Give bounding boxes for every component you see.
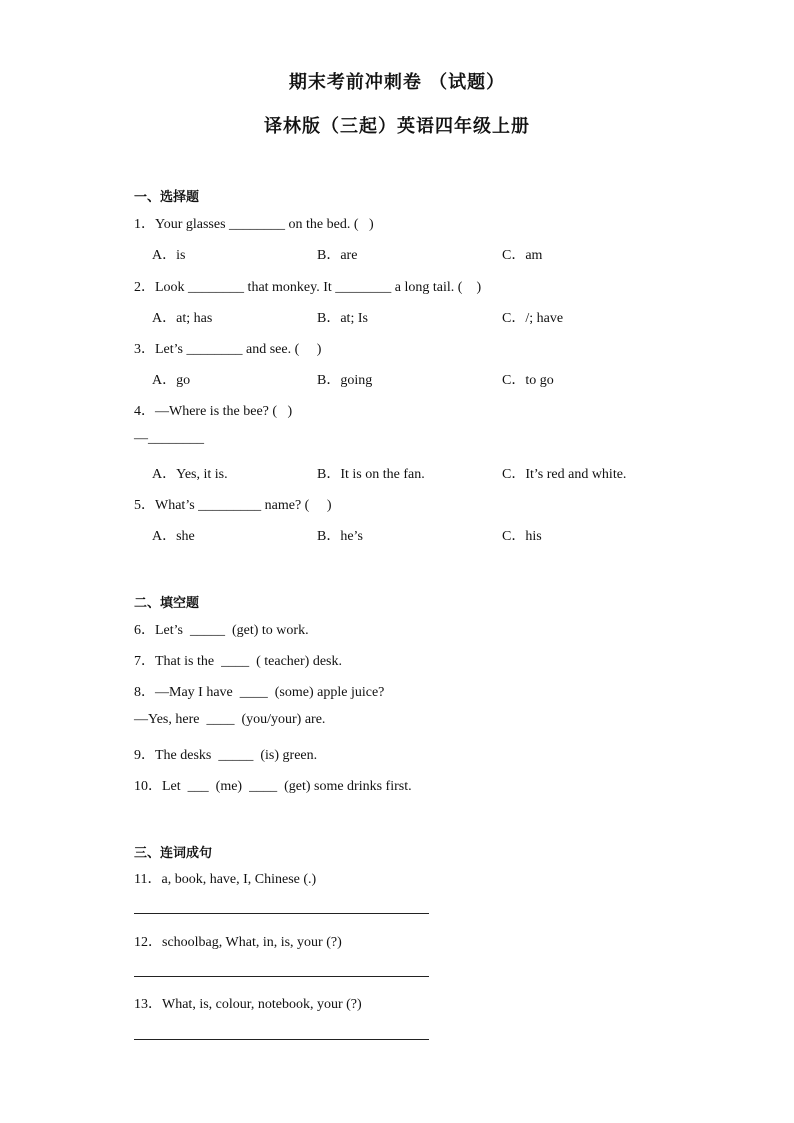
question-10: 10．Let ___ (me) ____ (get) some drinks first. [134, 779, 412, 794]
question-8: 8．—May I have ____ (some) apple juice? [134, 685, 385, 700]
option-5b: B．he’s [317, 529, 363, 544]
option-3a: A．go [152, 373, 191, 388]
section-heading-choice: 一、选择题 [134, 190, 200, 205]
option-5c: C．his [502, 529, 542, 544]
option-2c: C．/; have [502, 311, 564, 326]
question-3: 3．Let’s ________ and see. ( ) [134, 342, 322, 357]
option-4c: C．It’s red and white. [502, 467, 627, 482]
option-1b: B．are [317, 248, 358, 263]
section-heading-fill: 二、填空题 [134, 596, 200, 611]
question-11: 11．a, book, have, I, Chinese (.) [134, 872, 317, 887]
option-4b: B．It is on the fan. [317, 467, 425, 482]
question-8-reply: —Yes, here ____ (you/your) are. [134, 712, 326, 727]
question-12: 12．schoolbag, What, in, is, your (?) [134, 935, 342, 950]
question-4-answer-line: —________ [134, 431, 204, 446]
question-5: 5．What’s _________ name? ( ) [134, 498, 332, 513]
option-2a: A．at; has [152, 311, 213, 326]
answer-line-12 [134, 976, 429, 977]
option-4a: A．Yes, it is. [152, 467, 228, 482]
answer-line-11 [134, 913, 429, 914]
answer-line-13 [134, 1039, 429, 1040]
question-7: 7．That is the ____ ( teacher) desk. [134, 654, 342, 669]
question-2: 2．Look ________ that monkey. It ________ a long tail. ( ) [134, 280, 482, 295]
option-3b: B．going [317, 373, 373, 388]
option-1a: A．is [152, 248, 186, 263]
question-9: 9．The desks _____ (is) green. [134, 748, 318, 763]
option-5a: A．she [152, 529, 195, 544]
exam-subtitle: 译林版（三起）英语四年级上册 [264, 116, 530, 137]
question-13: 13．What, is, colour, notebook, your (?) [134, 997, 362, 1012]
option-1c: C．am [502, 248, 543, 263]
question-1: 1．Your glasses ________ on the bed. ( ) [134, 217, 374, 232]
question-4: 4．—Where is the bee? ( ) [134, 404, 293, 419]
section-heading-sentence: 三、连词成句 [134, 846, 213, 861]
option-3c: C．to go [502, 373, 554, 388]
exam-title: 期末考前冲刺卷 （试题） [288, 72, 506, 93]
question-6: 6．Let’s _____ (get) to work. [134, 623, 309, 638]
option-2b: B．at; Is [317, 311, 368, 326]
